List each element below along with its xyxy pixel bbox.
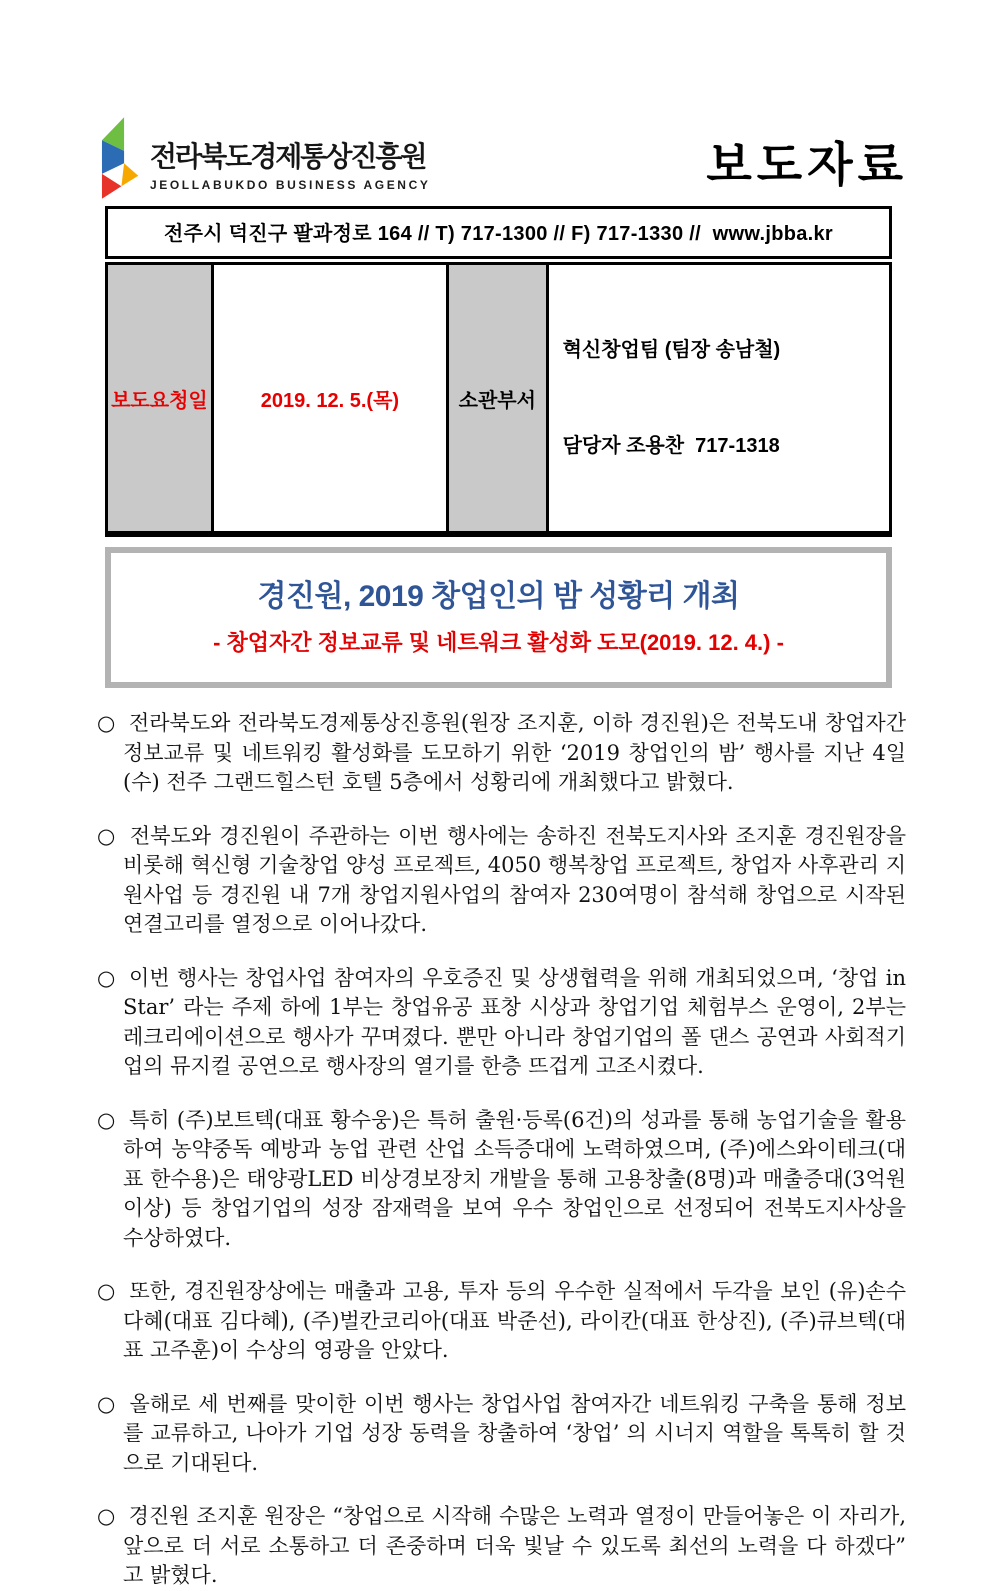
paragraph-text: 특히 (주)보트텍(대표 황수웅)은 특허 출원·등록(6건)의 성과를 통해 농업기술을 활용하여 농약중독 예방과 농업 관련 산업 소득증대에 노력하였으며, (주)에스와이테크(대표 한수용)은 태양광LED 비상경보장치 개발을 통해 고용창출(8명)과 매출증대(3억원 이상) 등 창업기업의 성장 잠재력을 보여 우수 창업인으로 선정되어 전북도지사상을 수상하였다. (123, 1107, 906, 1250)
request-date-label: 보도요청일 (107, 264, 213, 535)
paragraph-bullet: ○ (97, 1279, 117, 1304)
paragraph-text: 전라북도와 전라북도경제통상진흥원(원장 조지훈, 이하 경진원)은 전북도내 창업자간 정보교류 및 네트워킹 활성화를 도모하기 위한 ‘2019 창업인의 밤’ 행사를 지난 4일(수) 전주 그랜드힐스턴 호텔 5층에서 성황리에 개최했다고 밝혔다. (123, 711, 907, 795)
body-content (90, 709, 908, 1591)
paragraph-bullet: ○ (97, 711, 116, 736)
body-paragraph (97, 822, 906, 940)
paragraph-text: 이번 행사는 창업사업 참여자의 우호증진 및 상생협력을 위해 개최되었으며, ‘창업 in Star’ 라는 주제 하에 1부는 창업유공 표창 시상과 창업기업 체험부스 운영이, 2부는 레크리에이션으로 행사가 꾸며졌다. 뿐만 아니라 창업기업의 폴 댄스 공연과 사회적기업의 뮤지컬 공연으로 행사장의 열기를 한층 뜨겁게 고조시켰다. (123, 965, 907, 1079)
paragraph-text: 경진원 조지훈 원장은 “창업으로 시작해 수많은 노력과 열정이 만들어놓은 이 자리가, 앞으로 더 서로 소통하고 더 존중하며 더욱 빛날 수 있도록 최선의 노력을 다 하겠다” 고 밝혔다. (123, 1504, 906, 1588)
agency-logo (94, 112, 430, 204)
request-date-value: 2019. 12. 5.(목) (212, 264, 447, 535)
org-name-english: JEOLLABUKDO BUSINESS AGENCY (150, 177, 431, 192)
info-table-row (107, 264, 891, 535)
dept-label: 소관부서 (448, 264, 548, 535)
masthead (90, 112, 908, 206)
body-paragraph (97, 1502, 906, 1591)
dept-team-line: 혁신창업팀 (팀장 송남철) (562, 339, 781, 361)
agency-logo-icon (94, 112, 140, 204)
paragraph-text: 올해로 세 번째를 맞이한 이번 행사는 창업사업 참여자간 네트워킹 구축을 통해 정보를 교류하고, 나아가 기업 성장 동력을 창출하여 ‘창업’ 의 시너지 역할을 톡톡히 할 것으로 기대된다. (123, 1391, 907, 1475)
body-paragraph (97, 964, 906, 1082)
body-paragraph (97, 1390, 906, 1479)
paragraph-bullet: ○ (97, 823, 117, 848)
paragraph-bullet: ○ (97, 1391, 117, 1416)
paragraph-text: 전북도와 경진원이 주관하는 이번 행사에는 송하진 전북도지사와 조지훈 경진원장을 비롯해 혁신형 기술창업 양성 프로젝트, 4050 행복창업 프로젝트, 창업자 사후관리 지원사업 등 경진원 내 7개 창업지원사업의 참여자 230여명이 참석해 창업으로 시작된 연결고리를 열정으로 이어나갔다. (123, 823, 906, 937)
dept-contact-line: 담당자 조용찬 717-1318 (562, 435, 780, 457)
body-paragraph (97, 1106, 906, 1254)
body-paragraph (97, 709, 906, 798)
body-paragraph (97, 1277, 906, 1366)
press-title: 경진원, 2019 창업인의 밤 성황리 개최 (257, 580, 740, 613)
paragraph-text: 또한, 경진원장상에는 매출과 고용, 투자 등의 우수한 실적에서 두각을 보인 (유)손수다혜(대표 김다혜), (주)벌칸코리아(대표 박준선), 라이칸(대표 한상진), (주)큐브텍(대표 고주훈)이 수상의 영광을 안았다. (123, 1279, 906, 1363)
doc-type-title: 보도자료 (706, 138, 908, 191)
contact-bar: 전주시 덕진구 팔과정로 164 // T) 717-1300 // F) 717-1330 // www.jbba.kr (105, 206, 892, 259)
paragraph-bullet: ○ (97, 1504, 116, 1529)
title-box (105, 547, 892, 688)
logo-text (150, 124, 430, 191)
paragraph-bullet: ○ (97, 1107, 116, 1132)
org-name: 전라북도경제통상진흥원 (150, 141, 426, 173)
press-subtitle: - 창업자간 정보교류 및 네트워크 활성화 도모(2019. 12. 4.) - (213, 630, 784, 655)
info-table (105, 262, 892, 537)
dept-value (547, 264, 890, 535)
paragraph-bullet: ○ (97, 965, 117, 990)
